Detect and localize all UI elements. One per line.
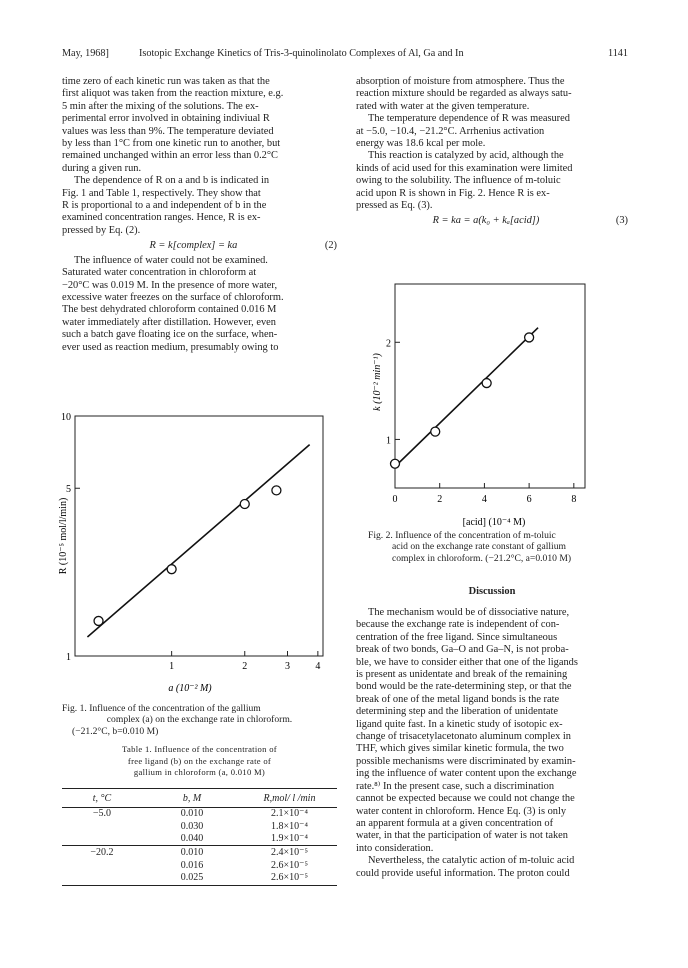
text-line: ever used as reaction medium, presumably owing to — [62, 341, 279, 353]
text-line: bond would be the rate-determining step, or that the — [356, 681, 572, 693]
text-line: time zero of each kinetic run was taken as that the — [62, 76, 270, 87]
table-title — [62, 744, 337, 779]
fig2-data-point — [525, 333, 534, 342]
equation-number: (2) — [324, 240, 337, 252]
text-line: The mechanism would be of dissociative nature, — [368, 607, 570, 618]
fig1-x-tick-label: 4 — [315, 661, 321, 672]
table-row — [62, 859, 337, 872]
paragraph — [356, 607, 628, 855]
fig1-x-tick-label: 1 — [169, 661, 175, 672]
text-line: could provide useful information. The proton could — [356, 867, 570, 879]
header-page-number: 1141 — [608, 48, 628, 59]
col-header-temperature: t, °C — [92, 793, 112, 804]
data-table — [62, 791, 337, 885]
fig1-data-point — [167, 565, 176, 574]
cell-rate: 2.1×10⁻⁴ — [271, 808, 308, 820]
cell-temperature: −20.2 — [90, 847, 114, 859]
figure-2-caption — [368, 530, 626, 564]
discussion-heading: Discussion — [468, 586, 516, 597]
cell-rate: 1.9×10⁻⁴ — [271, 833, 308, 845]
paragraph — [356, 150, 628, 212]
cell-rate: 2.6×10⁻⁵ — [271, 872, 308, 884]
text-line: such a batch gave floating ice on the surface, when- — [62, 329, 278, 341]
fig2-y-tick-label: 1 — [386, 435, 391, 447]
header-title: Isotopic Exchange Kinetics of Tris-3-quinolinolato Complexes of Al, Ga and In — [139, 48, 464, 59]
header-date: May, 1968] — [62, 48, 109, 59]
fig1-data-point — [94, 616, 103, 625]
fig2-fit-line — [395, 328, 538, 467]
paragraph — [356, 76, 628, 113]
fig2-data-point — [482, 379, 491, 388]
text-line: The temperature dependence of R was measured — [368, 113, 570, 125]
text-line: is present as unidentate and break of the remaining — [356, 669, 568, 681]
fig2-data-point — [431, 427, 440, 436]
text-line: an apparent formula at a given concentration of — [356, 817, 554, 829]
caption-line: acid on the exchange rate constant of gallium — [392, 541, 566, 553]
text-line: cannot be expected because we could not change the — [356, 793, 575, 805]
paragraph — [62, 175, 337, 237]
text-line: first aliquot was taken from the reaction mixture, e.g. — [62, 88, 284, 100]
paragraph — [356, 855, 628, 880]
text-line: ble, we have to consider either that one of the ligands — [356, 656, 578, 668]
figure-2-chart — [368, 272, 608, 530]
text-line: change of trisacetylacetonato aluminum complex in — [356, 731, 571, 743]
table-1 — [62, 744, 337, 886]
text-line: pressed as Eq. (3). — [356, 200, 433, 212]
fig1-x-tick-label: 2 — [242, 661, 248, 672]
text-line: possible mechanisms were discriminated by examin- — [356, 755, 576, 767]
fig2-y-axis-label: k (10⁻² min⁻¹) — [372, 353, 383, 411]
fig2-y-tick-label: 2 — [386, 338, 391, 350]
cell-ligand-conc: 0.010 — [180, 847, 204, 859]
text-line: kinds of acid used for this examination were limited — [356, 162, 573, 174]
table-row — [62, 807, 337, 820]
fig2-x-tick-label: 0 — [392, 494, 398, 505]
text-line: remained unchanged within an error less than 0.2°C — [62, 150, 278, 162]
cell-temperature — [62, 859, 142, 872]
text-line: acid upon R is shown in Fig. 2. Hence R is ex- — [356, 187, 550, 199]
paragraph — [356, 113, 628, 150]
text-line: centration of the free ligand. Since simultaneous — [356, 631, 558, 643]
text-line: perimental error involved in obtaining indiviual R — [62, 113, 270, 125]
cell-rate: 2.4×10⁻⁵ — [271, 847, 308, 859]
table-title-line: gallium in chloroform (a, 0.010 M) — [133, 767, 266, 777]
paragraph — [62, 255, 337, 354]
text-line: water immediately after distillation. However, even — [62, 316, 276, 328]
discussion-text — [356, 607, 628, 880]
text-line: The influence of water could not be examined. — [74, 254, 268, 266]
caption-line: complex (a) on the exchange rate in chloroform. — [106, 714, 293, 726]
text-line: water content in chloroform. Hence Eq. (3) is only — [356, 805, 567, 817]
text-line: by less than 1°C from one kinetic run to another, but — [62, 138, 281, 150]
text-line: R is proportional to a and independent of b in the — [62, 200, 267, 212]
text-line: during a given run. — [62, 162, 142, 174]
equation-2 — [62, 240, 337, 252]
text-line: −20°C was 0.019 M. In the presence of more water, — [62, 279, 278, 291]
text-line: Saturated water concentration in chloroform at — [62, 267, 257, 279]
fig2-x-tick-label: 6 — [526, 494, 532, 505]
paragraph — [62, 76, 337, 175]
cell-ligand-conc: 0.016 — [180, 859, 204, 871]
fig1-y-tick-label: 10 — [61, 412, 71, 423]
cell-rate: 1.8×10⁻⁴ — [271, 820, 308, 832]
cell-ligand-conc: 0.040 — [180, 833, 204, 845]
fig2-x-axis-label: [acid] (10⁻⁴ M) — [462, 517, 526, 528]
text-line: Fig. 1 and Table 1, respectively. They show that — [62, 187, 261, 199]
cell-temperature — [62, 820, 142, 833]
fig1-data-point — [240, 499, 249, 508]
text-line: because the exchange rate is independent of con- — [356, 619, 560, 631]
text-line: pressed by Eq. (2). — [62, 224, 141, 236]
text-line: into consideration. — [356, 842, 434, 854]
fig1-x-axis-label: a (10⁻² M) — [168, 683, 212, 694]
equation-text: R = k[complex] = ka — [149, 240, 238, 252]
text-line: break of two bonds, Ga–O and Ga–N, is not proba- — [356, 644, 569, 656]
text-line: water, in that the participation of water is not taken — [356, 830, 568, 842]
text-line: break of one of the metal ligand bonds is the rate — [356, 693, 560, 705]
equation-text: R = ka = a(k₀ + kₐ[acid]) — [432, 215, 540, 227]
text-line: owing to the solubility. The influence of m-toluic — [356, 175, 561, 187]
fig2-x-tick-label: 2 — [437, 494, 443, 505]
caption-line: Fig. 2. Influence of the concentration of m-toluic — [368, 530, 556, 541]
text-line: Nevertheless, the catalytic action of m-toluic acid — [368, 855, 575, 867]
equation-number: (3) — [615, 215, 628, 227]
text-line: The best dehydrated chloroform contained 0.016 M — [62, 304, 277, 316]
fig2-x-tick-label: 8 — [571, 494, 577, 505]
table-title-line: Table 1. Influence of the concentration of — [122, 744, 277, 754]
text-line: rated with water at the given temperature. — [356, 100, 530, 112]
equation-3 — [356, 215, 628, 227]
running-header — [62, 48, 628, 59]
caption-line: complex in chloroform. (−21.2°C, a=0.010 M) — [392, 552, 572, 564]
fig2-data-point — [391, 459, 400, 468]
caption-line: Fig. 1. Influence of the concentration of the gallium — [62, 703, 261, 714]
cell-temperature — [62, 833, 142, 846]
fig1-y-tick-label: 5 — [66, 484, 71, 496]
fig1-x-tick-label: 3 — [285, 661, 291, 672]
left-column-text — [62, 76, 337, 354]
caption-line: (−21.2°C, b=0.010 M) — [72, 725, 159, 737]
text-line: This reaction is catalyzed by acid, although the — [368, 150, 564, 162]
text-line: values was less than 9%. The temperature deviated — [62, 125, 274, 137]
figure-1-caption — [62, 703, 337, 737]
text-line: examined concentration ranges. Hence, R is ex- — [62, 212, 261, 224]
cell-ligand-conc: 0.010 — [180, 808, 204, 820]
figure-1-chart — [50, 400, 340, 700]
right-column-text — [356, 76, 628, 230]
text-line: energy was 18.6 kcal per mole. — [356, 138, 486, 150]
cell-temperature — [62, 871, 142, 884]
text-line: ing the influence of water content upon the exchange — [356, 768, 577, 780]
fig1-fit-line — [87, 445, 309, 637]
fig1-y-tick-label: 1 — [66, 652, 71, 663]
text-line: reaction mixture should be regarded as always satu- — [356, 88, 572, 100]
table-row — [62, 846, 337, 859]
table-row — [62, 871, 337, 884]
cell-ligand-conc: 0.025 — [180, 872, 204, 884]
text-line: ligand quite fast. In a kinetic study of isotopic ex- — [356, 718, 563, 730]
fig2-x-tick-label: 4 — [481, 494, 487, 505]
table-row — [62, 820, 337, 833]
table-header-row — [62, 791, 337, 808]
cell-ligand-conc: 0.030 — [180, 820, 204, 832]
text-line: at −5.0, −10.4, −21.2°C. Arrhenius activation — [356, 125, 545, 137]
text-line: The dependence of R on a and b is indicated in — [74, 175, 270, 187]
fig1-plot-frame — [75, 416, 323, 656]
col-header-rate: R,mol/ l /min — [263, 793, 316, 804]
cell-rate: 2.6×10⁻⁵ — [271, 859, 308, 871]
text-line: excessive water freezes on the surface of chloroform. — [62, 291, 284, 303]
text-line: 5 min after the mixing of the solutions. The ex- — [62, 100, 259, 112]
text-line: determining step and the liberation of unidentate — [356, 706, 558, 718]
text-line: rate.⁸⁾ In the present case, such a discrimination — [356, 780, 555, 792]
text-line: THF, which gives similar kinetic formula, the two — [356, 743, 564, 755]
text-line: absorption of moisture from atmosphere. Thus the — [356, 76, 565, 87]
table-title-line: free ligand (b) on the exchange rate of — [127, 755, 272, 766]
cell-temperature: −5.0 — [92, 808, 112, 820]
fig1-y-axis-label: R (10⁻⁵ mol/l/min) — [58, 497, 69, 575]
fig1-data-point — [272, 486, 281, 495]
col-header-ligand: b, M — [182, 793, 202, 804]
table-row — [62, 833, 337, 846]
